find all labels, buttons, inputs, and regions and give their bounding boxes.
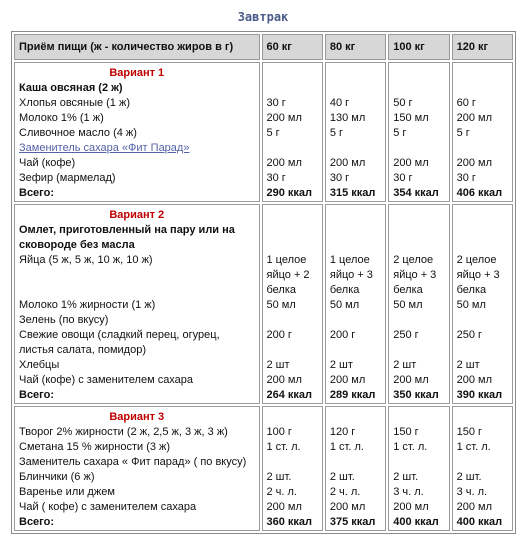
v2-item-tea: Чай (кофе) с заменителем сахара <box>19 374 194 386</box>
value: 1 ст. л. <box>329 441 364 453</box>
value: 50 мл <box>393 299 423 311</box>
v1-col-80 <box>325 62 386 202</box>
v2-item-milk: Молоко 1% жирности (1 ж) <box>19 299 156 311</box>
value: 2 целое яйцо + 3 белка <box>456 254 500 296</box>
header-weight-100: 100 кг <box>388 34 449 60</box>
value: 250 г <box>456 329 483 341</box>
v1-col-60 <box>262 62 323 202</box>
header-meal: Приём пищи (ж - количество жиров в г) <box>14 34 260 60</box>
value: 2 шт <box>329 359 353 371</box>
v3-total-label: Всего: <box>19 516 54 528</box>
value: 2 шт. <box>393 471 419 483</box>
value: 150 г <box>393 426 419 438</box>
v1-item-tea: Чай (кофе) <box>19 157 76 169</box>
v2-item-bread: Хлебцы <box>19 359 60 371</box>
header-row <box>14 34 513 60</box>
value: 2 шт. <box>329 471 355 483</box>
v2-col-60 <box>262 204 323 404</box>
variant-1-title: Вариант 1 <box>109 67 165 79</box>
total-value: 360 ккал <box>266 516 313 528</box>
value: 2 ч. л. <box>266 486 297 498</box>
value: 200 мл <box>393 157 429 169</box>
value: 200 мл <box>456 501 493 513</box>
value: 60 г <box>456 97 476 109</box>
v2-col-100 <box>388 204 449 404</box>
variant-3-row <box>14 406 513 531</box>
total-value: 354 ккал <box>393 187 439 199</box>
v2-col-80 <box>325 204 386 404</box>
v1-col-100 <box>388 62 449 202</box>
total-value: 315 ккал <box>329 187 376 199</box>
variant-1-dish: Каша овсяная (2 ж) <box>19 82 123 94</box>
value: 5 г <box>456 127 470 139</box>
v3-col-60 <box>262 406 323 531</box>
variant-2-title: Вариант 2 <box>109 209 165 221</box>
value: 30 г <box>393 172 413 184</box>
total-value: 264 ккал <box>266 389 313 401</box>
v3-col-80 <box>325 406 386 531</box>
v3-col-100 <box>388 406 449 531</box>
value: 50 мл <box>266 299 296 311</box>
v1-col-120 <box>452 62 513 202</box>
total-value: 350 ккал <box>393 389 439 401</box>
value: 200 мл <box>266 157 302 169</box>
value: 120 г <box>329 426 356 438</box>
header-weight-60: 60 кг <box>262 34 323 60</box>
total-value: 375 ккал <box>329 516 376 528</box>
value: 1 ст. л. <box>393 441 428 453</box>
value: 50 г <box>393 97 413 109</box>
v2-item-vegetables: Свежие овощи (сладкий перец, огурец, листья салата, помидор) <box>19 329 220 356</box>
value: 200 мл <box>266 501 302 513</box>
value: 30 г <box>266 97 286 109</box>
v3-item-sour-cream: Сметана 15 % жирности (3 ж) <box>19 441 171 453</box>
variant-2-row <box>14 204 513 404</box>
value: 100 г <box>266 426 292 438</box>
value: 200 мл <box>393 374 429 386</box>
value: 200 мл <box>266 112 302 124</box>
total-value: 290 ккал <box>266 187 313 199</box>
value: 30 г <box>266 172 286 184</box>
value: 3 ч. л. <box>393 486 424 498</box>
value: 1 ст. л. <box>266 441 301 453</box>
value: 2 шт <box>393 359 417 371</box>
v1-item-marshmallow: Зефир (мармелад) <box>19 172 116 184</box>
value: 2 шт. <box>456 471 482 483</box>
variant-3-description <box>14 406 260 531</box>
breakfast-table <box>11 31 516 534</box>
variant-1-row <box>14 62 513 202</box>
v2-col-120 <box>452 204 513 404</box>
value: 2 ч. л. <box>329 486 361 498</box>
header-weight-120: 120 кг <box>452 34 513 60</box>
value: 30 г <box>456 172 476 184</box>
value: 2 целое яйцо + 3 белка <box>393 254 437 296</box>
value: 40 г <box>329 97 350 109</box>
variant-2-dish: Омлет, приготовленный на пару или на сковороде без масла <box>19 224 235 251</box>
header-weight-80: 80 кг <box>325 34 386 60</box>
v3-item-sweetener: Заменитель сахара « Фит парад» ( по вкусу) <box>19 456 247 468</box>
value: 200 мл <box>393 501 429 513</box>
v3-col-120 <box>452 406 513 531</box>
variant-3-title: Вариант 3 <box>109 411 165 423</box>
page-title: Завтрак <box>237 10 289 24</box>
sweetener-link[interactable]: Заменитель сахара «Фит Парад» <box>19 142 190 154</box>
v1-item-butter: Сливочное масло (4 ж) <box>19 127 137 139</box>
value: 150 мл <box>393 112 429 124</box>
variant-2-description <box>14 204 260 404</box>
value: 2 шт <box>456 359 480 371</box>
value: 30 г <box>329 172 350 184</box>
v1-item-milk: Молоко 1% (1 ж) <box>19 112 104 124</box>
value: 200 мл <box>329 374 366 386</box>
v2-item-eggs: Яйца (5 ж, 5 ж, 10 ж, 10 ж) <box>19 254 153 266</box>
value: 3 ч. л. <box>456 486 488 498</box>
total-value: 390 ккал <box>456 389 503 401</box>
value: 50 мл <box>456 299 486 311</box>
value: 2 шт <box>266 359 290 371</box>
value: 5 г <box>329 127 344 139</box>
value: 200 мл <box>456 112 493 124</box>
value: 130 мл <box>329 112 366 124</box>
variant-1-description <box>14 62 260 202</box>
value: 200 г <box>266 329 292 341</box>
value: 2 шт. <box>266 471 292 483</box>
v2-item-greens: Зелень (по вкусу) <box>19 314 109 326</box>
value: 200 мл <box>329 157 366 169</box>
value: 150 г <box>456 426 483 438</box>
v1-total-label: Всего: <box>19 187 54 199</box>
v3-item-cottage-cheese: Творог 2% жирности (2 ж, 2,5 ж, 3 ж, 3 ж) <box>19 426 228 438</box>
total-value: 289 ккал <box>329 389 376 401</box>
total-value: 400 ккал <box>393 516 439 528</box>
v3-item-pancakes: Блинчики (6 ж) <box>19 471 95 483</box>
value: 1 целое яйцо + 3 белка <box>329 254 373 296</box>
v3-item-jam: Варенье или джем <box>19 486 115 498</box>
v2-total-label: Всего: <box>19 389 54 401</box>
value: 5 г <box>393 127 407 139</box>
value: 200 мл <box>456 157 493 169</box>
value: 5 г <box>266 127 280 139</box>
v1-item-oats: Хлопья овсяные (1 ж) <box>19 97 131 109</box>
value: 50 мл <box>329 299 360 311</box>
v3-item-tea: Чай ( кофе) с заменителем сахара <box>19 501 197 513</box>
value: 200 мл <box>456 374 493 386</box>
value: 1 целое яйцо + 2 белка <box>266 254 310 296</box>
value: 250 г <box>393 329 419 341</box>
value: 200 мл <box>266 374 302 386</box>
value: 200 г <box>329 329 356 341</box>
value: 200 мл <box>329 501 366 513</box>
total-value: 400 ккал <box>456 516 503 528</box>
total-value: 406 ккал <box>456 187 503 199</box>
value: 1 ст. л. <box>456 441 491 453</box>
